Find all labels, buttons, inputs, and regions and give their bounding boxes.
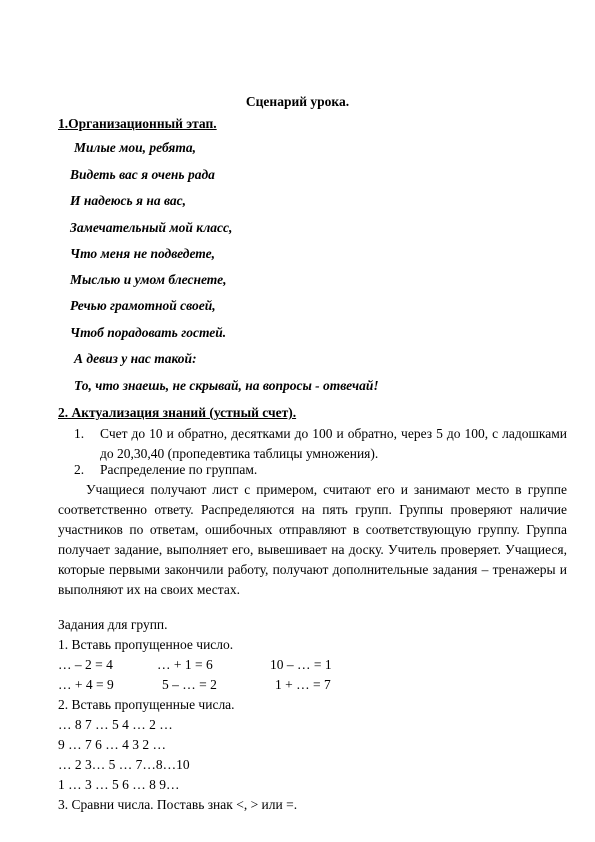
equation: 1 + … = 7: [275, 677, 331, 692]
equation: 5 – … = 2: [162, 677, 217, 692]
poem-line: Мыслью и умом блеснете,: [70, 272, 227, 287]
number-sequence: 9 … 7 6 … 4 3 2 …: [58, 737, 166, 752]
list-item-number: 2.: [74, 462, 85, 477]
list-item-2-text: Распределение по группам.: [100, 462, 258, 477]
page-title: Сценарий урока.: [245, 94, 350, 109]
poem-line: Милые мои, ребята,: [74, 140, 196, 155]
task-3-title: 3. Сравни числа. Поставь знак <, > или =.: [58, 797, 298, 812]
poem-line: Речью грамотной своей,: [70, 298, 216, 313]
poem-line: Замечательный мой класс,: [70, 220, 233, 235]
equation: … + 4 = 9: [58, 677, 114, 692]
poem-line: И надеюсь я на вас,: [70, 193, 187, 208]
equation: 10 – … = 1: [270, 657, 332, 672]
equation: … + 1 = 6: [157, 657, 213, 672]
list-item-text: [100, 424, 567, 464]
list-item-number: 1.: [74, 426, 85, 441]
list-item-1-text: Счет до 10 и обратно, десятками до 100 и обратно, через 5 до 100, с ладошками до 20,30,40 (пропедевтика таблицы умножения).: [100, 426, 567, 461]
number-sequence: … 2 3… 5 … 7…8…10: [58, 757, 190, 772]
task-1-title: 1. Вставь пропущенное число.: [58, 637, 234, 652]
poem-line: Видеть вас я очень рада: [70, 167, 215, 182]
poem-line: Чтоб порадовать гостей.: [70, 325, 227, 340]
poem-line: Что меня не подведете,: [70, 246, 215, 261]
number-sequence: 1 … 3 … 5 6 … 8 9…: [58, 777, 180, 792]
number-sequence: … 8 7 … 5 4 … 2 …: [58, 717, 173, 732]
poem-motto-line: То, что знаешь, не скрывай, на вопросы - отвечай!: [74, 378, 379, 393]
task-2-title: 2. Вставь пропущенные числа.: [58, 697, 235, 712]
poem-line: А девиз у нас такой:: [74, 351, 197, 366]
section-2-heading: 2. Актуализация знаний (устный счет).: [58, 405, 297, 420]
equation: … – 2 = 4: [58, 657, 113, 672]
body-paragraph: Учащиеся получают лист с примером, считают его и занимают место в группе соответственно ответу. Распределяются на пять групп. Группы проверяют наличие участников по ответам, ошибочных отправляют в соответствующую группу. Группа получает задание, выполняет его, вывешивает на доску. Учитель проверяет. Учащиеся, которые первыми закончили работу, получают дополнительные задания – тренажеры и выполняют их на своих местах.: [58, 482, 567, 597]
tasks-heading: Задания для групп.: [58, 617, 168, 632]
section-1-heading: 1.Организационный этап.: [58, 116, 217, 131]
